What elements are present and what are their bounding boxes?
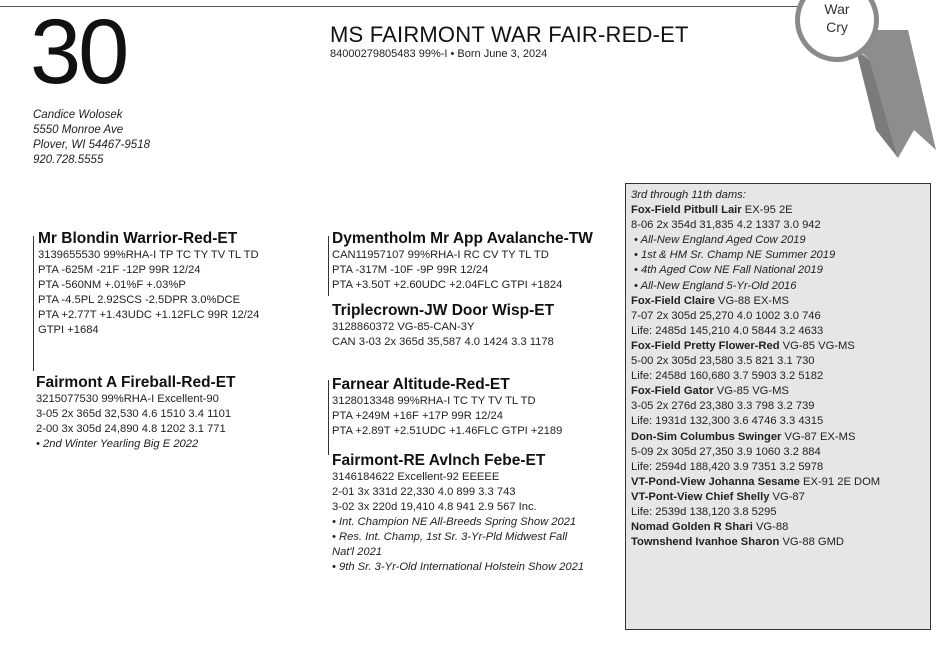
ribbon-line1: War (824, 1, 850, 17)
dam-entry-score: EX-91 2E DOM (799, 475, 881, 488)
animal-id-birth: 84000279805483 99%-I • Born June 3, 2024 (330, 48, 548, 60)
sire-dam-name: Triplecrown-JW Door Wisp-ET (332, 302, 555, 319)
dam-dam-line: 3146184622 Excellent-92 EEEEE (332, 471, 500, 483)
dam-entry (631, 430, 925, 445)
dam-entry-record: 5-00 2x 305d 23,580 3.5 821 3.1 730 (631, 355, 815, 368)
dam-dam-line: 3-02 3x 220d 19,410 4.8 941 2.9 567 Inc. (332, 501, 537, 513)
sire-sire-line: CAN11957107 99%RHA-I RC CV TY TL TD (332, 249, 549, 261)
dam-entry-score: EX-95 2E (741, 204, 793, 217)
dam-dam-note: • 9th Sr. 3-Yr-Old International Holstein Show 2021 (332, 561, 585, 573)
consignor-address1: 5550 Monroe Ave (33, 124, 124, 136)
sire-sire-bracket (328, 236, 329, 296)
sire-sire-line: PTA +3.50T +2.60UDC +2.04FLC GTPI +1824 (332, 279, 563, 291)
dam-entry-note: • 1st & HM Sr. Champ NE Summer 2019 (634, 249, 836, 262)
dam-sire-block (332, 376, 562, 439)
sire-line: PTA +2.77T +1.43UDC +1.12FLC 99R 12/24 (38, 309, 260, 321)
dam-entry-score: VG-85 VG-MS (713, 385, 789, 398)
dam-entry-score: VG-87 (769, 490, 805, 503)
sire-dam-line: 3128860372 VG-85-CAN-3Y (332, 321, 475, 333)
dam-entry-name: VT-Pond-View Johanna Sesame (631, 475, 800, 488)
sire-sire-block (332, 230, 593, 293)
dam-entry-record: 3-05 2x 276d 23,380 3.3 798 3.2 739 (631, 400, 815, 413)
dam-entry (631, 203, 925, 218)
ribbon-label (806, 0, 868, 36)
dam-entry-note: • All-New England Aged Cow 2019 (634, 234, 806, 247)
sire-name: Mr Blondin Warrior-Red-ET (38, 230, 238, 247)
dam-dam-note: • Res. Int. Champ, 1st Sr. 3-Yr-Pld Midwest Fall (332, 531, 568, 543)
dam-name: Fairmont A Fireball-Red-ET (36, 374, 236, 391)
dam-entry-record: Life: 1931d 132,300 3.6 4746 3.3 4315 (631, 415, 824, 428)
dam-entry (631, 294, 925, 309)
dam-note: • 2nd Winter Yearling Big E 2022 (36, 438, 199, 450)
dam-entry-note: • 4th Aged Cow NE Fall National 2019 (634, 264, 823, 277)
dam-entry-name: Fox-Field Pitbull Lair (631, 204, 742, 217)
dam-entry-score: VG-88 GMD (779, 536, 845, 549)
dam-entry-record: Life: 2594d 188,420 3.9 7351 3.2 5978 (631, 460, 824, 473)
dam-entry-score: VG-88 EX-MS (714, 294, 789, 307)
dam-entry-record: Life: 2458d 160,680 3.7 5903 3.2 5182 (631, 370, 824, 383)
dam-entry-score: VG-87 EX-MS (781, 430, 856, 443)
dam-entry (631, 475, 925, 490)
dam-dam-note: • Int. Champion NE All-Breeds Spring Show 2021 (332, 516, 577, 528)
dam-sire-bracket (328, 380, 329, 455)
dam-sire-line: PTA +249M +16F +17P 99R 12/24 (332, 410, 503, 422)
dam-entry-name: Don-Sim Columbus Swinger (631, 430, 782, 443)
dam-entry (631, 520, 925, 535)
dam-line: 3215077530 99%RHA-I Excellent-90 (36, 393, 219, 405)
dam-entry (631, 535, 925, 550)
dam-entry (631, 384, 925, 399)
dam-entry-name: Fox-Field Pretty Flower-Red (631, 339, 780, 352)
dam-entry (631, 339, 925, 354)
dam-dam-line: 2-01 3x 331d 22,330 4.0 899 3.3 743 (332, 486, 516, 498)
dam-entry-name: Townshend Ivanhoe Sharon (631, 536, 780, 549)
dam-sire-line: 3128013348 99%RHA-I TC TY TV TL TD (332, 395, 536, 407)
consignor-address2: Plover, WI 54467-9518 (33, 139, 150, 151)
dam-entry-score: VG-88 (752, 521, 789, 534)
sire-dam-block (332, 302, 554, 350)
sire-line: PTA -560NM +.01%F +.03%P (38, 279, 186, 291)
dam-entry-record: 5-09 2x 305d 27,350 3.9 1060 3.2 884 (631, 445, 821, 458)
dam-entry-name: VT-Pont-View Chief Shelly (631, 490, 770, 503)
sire-line: 3139655530 99%RHA-I TP TC TY TV TL TD (38, 249, 259, 261)
dam-dam-name: Fairmont-RE Avlnch Febe-ET (332, 452, 546, 469)
dam-entry-record: Life: 2485d 145,210 4.0 5844 3.2 4633 (631, 324, 824, 337)
sire-sire-line: PTA -317M -10F -9P 99R 12/24 (332, 264, 489, 276)
dam-dam-note: Nat'l 2021 (332, 546, 383, 558)
dam-entry-note: • All-New England 5-Yr-Old 2016 (634, 279, 797, 292)
dam-entry (631, 490, 925, 505)
dam-entry-name: Fox-Field Gator (631, 385, 714, 398)
dam-entry-name: Nomad Golden R Shari (631, 521, 753, 534)
dams-box (625, 183, 931, 630)
dam-entry-record: 8-06 2x 354d 31,835 4.2 1337 3.0 942 (631, 219, 821, 232)
consignor-block (33, 108, 150, 168)
sire-line: PTA -625M -21F -12P 99R 12/24 (38, 264, 201, 276)
dam-dam-block (332, 452, 584, 575)
dam-sire-line: PTA +2.89T +2.51UDC +1.46FLC GTPI +2189 (332, 425, 563, 437)
dam-block (36, 374, 236, 452)
dams-header: 3rd through 11th dams: (631, 189, 746, 201)
sire-sire-name: Dymentholm Mr App Avalanche-TW (332, 230, 593, 247)
sire-line: PTA -4.5PL 2.92SCS -2.5DPR 3.0%DCE (38, 294, 241, 306)
dam-entry-record: Life: 2539d 138,120 3.8 5295 (631, 505, 777, 518)
dam-line: 2-00 3x 305d 24,890 4.8 1202 3.1 771 (36, 423, 226, 435)
consignor-name: Candice Wolosek (33, 109, 123, 121)
lot-number: 30 (30, 1, 127, 103)
dam-entry-score: VG-85 VG-MS (779, 339, 855, 352)
dam-entry-name: Fox-Field Claire (631, 294, 715, 307)
ribbon-line2: Cry (826, 19, 848, 35)
sire-dam-line: CAN 3-03 2x 365d 35,587 4.0 1424 3.3 1178 (332, 336, 554, 348)
consignor-phone: 920.728.5555 (33, 154, 104, 166)
sire-block (38, 230, 259, 338)
dam-entry-record: 7-07 2x 305d 25,270 4.0 1002 3.0 746 (631, 309, 821, 322)
dam-sire-name: Farnear Altitude-Red-ET (332, 376, 510, 393)
dam-line: 3-05 2x 365d 32,530 4.6 1510 3.4 1101 (36, 408, 232, 420)
sire-line: GTPI +1684 (38, 324, 99, 336)
sire-bracket (33, 236, 34, 371)
animal-name: MS FAIRMONT WAR FAIR-RED-ET (330, 22, 689, 47)
